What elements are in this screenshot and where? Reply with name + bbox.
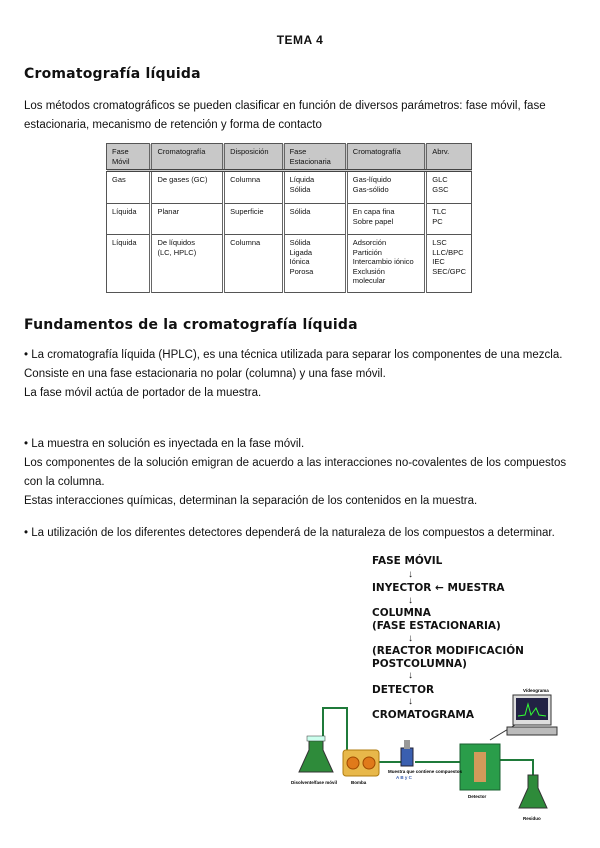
table-cell: Sólida Ligada Iónica Porosa [283, 235, 346, 293]
tube [500, 760, 533, 775]
syringe-icon [404, 740, 410, 749]
detector-cell [474, 752, 486, 782]
tube [323, 708, 347, 752]
flow-arrow: ↓ [408, 595, 413, 606]
paragraph-line: Los componentes de la solución emigran de acuerdo a las interacciones no-covalentes de los compuestos con la columna. [24, 457, 567, 488]
flow-arrow: ↓ [408, 633, 413, 644]
reservoir-flask-icon [299, 740, 333, 772]
detector-label: Detector [468, 794, 487, 799]
table-cell: Líquida Sólida [283, 171, 346, 204]
flow-arrow: ↓ [408, 569, 413, 580]
paragraph-line: Estas interacciones químicas, determinan la separación de los contenidos en la muestra. [24, 495, 478, 507]
flask-neck [307, 736, 325, 741]
table-header-row [107, 144, 472, 171]
table-row [107, 171, 472, 204]
keyboard-icon [507, 727, 557, 735]
header-cell: Abrv. [426, 144, 472, 171]
hplc-illustration [285, 680, 585, 830]
paragraph-line: • La cromatografía líquida (HPLC), es una técnica utilizada para separar los componentes de una mezcla. [24, 349, 563, 361]
table-cell: TLC PC [426, 204, 472, 235]
paragraph-1 [24, 346, 580, 403]
residue-flask-icon [519, 775, 547, 808]
header-cell: Cromatografía [151, 144, 224, 171]
residue-label: Residuo [523, 816, 541, 821]
section-heading-fundamentals: Fundamentos de la cromatografía líquida [24, 317, 358, 333]
table-cell: Gas-líquido Gas-sólido [346, 171, 425, 204]
table-cell: Superficie [224, 204, 283, 235]
table-cell: De gases (GC) [151, 171, 224, 204]
header-cell: Fase Estacionaria [283, 144, 346, 171]
intro-paragraph: Los métodos cromatográficos se pueden clasificar en función de diversos parámetros: fase móvil, fase estacionaria, mecanismo de retención y forma de contacto [24, 100, 546, 131]
paragraph-line: Consiste en una fase estacionaria no polar (columna) y una fase móvil. [24, 368, 386, 380]
reservoir-label: Disolvente/fase móvil [291, 780, 338, 785]
header-cell: Disposición [224, 144, 283, 171]
flow-step-reactor: (REACTOR MODIFICACIÓN POSTCOLUMNA) [372, 645, 524, 670]
paragraph-3: • La utilización de los diferentes detectores dependerá de la naturaleza de los compuestos a determinar. [24, 527, 555, 539]
monitor-label: Vídeograma [523, 688, 549, 693]
table-cell: GLC GSC [426, 171, 472, 204]
paragraph-line: La fase móvil actúa de portador de la muestra. [24, 387, 262, 399]
table-cell: Gas [107, 171, 151, 204]
flow-step-injector: INYECTOR ← MUESTRA [372, 582, 505, 594]
header-cell: Fase Móvil [107, 144, 151, 171]
table-cell: Planar [151, 204, 224, 235]
pump-label: Bomba [351, 780, 367, 785]
table-cell: Columna [224, 171, 283, 204]
flow-step-column: COLUMNA (FASE ESTACIONARIA) [372, 607, 501, 632]
table-cell: Líquida [107, 204, 151, 235]
sample-label: Muestra que contiene compuestos [388, 769, 463, 774]
pump-wheel [347, 757, 359, 769]
header-cell: Cromatografía [346, 144, 425, 171]
paragraph-2 [24, 435, 580, 511]
flow-arrow: ↓ [408, 670, 413, 681]
section-heading-chromatography: Cromatografía líquida [24, 66, 201, 82]
table-cell: Adsorción Partición Intercambio iónico Exclusión molecular [346, 235, 425, 293]
monitor-screen [516, 698, 548, 720]
table-row [107, 235, 472, 293]
compounds-label: A B y C [396, 775, 412, 780]
table-cell: LSC LLC/BPC IEC SEC/GPC [426, 235, 472, 293]
table-cell: En capa fina Sobre papel [346, 204, 425, 235]
classification-table [106, 143, 472, 293]
sample-vial-icon [401, 748, 413, 766]
flow-step-chromatogram: CROMATOGRAMA [372, 709, 474, 721]
table-cell: Sólida [283, 204, 346, 235]
paragraph-line: • La muestra en solución es inyectada en la fase móvil. [24, 438, 305, 450]
pump-wheel [363, 757, 375, 769]
table-cell: Columna [224, 235, 283, 293]
flow-step-mobile-phase: FASE MÓVIL [372, 555, 443, 567]
page-title: TEMA 4 [276, 33, 324, 47]
flow-arrow: ↓ [408, 696, 413, 707]
table-cell: De líquidos (LC, HPLC) [151, 235, 224, 293]
flow-step-detector: DETECTOR [372, 684, 435, 696]
table-row [107, 204, 472, 235]
table-cell: Líquida [107, 235, 151, 293]
